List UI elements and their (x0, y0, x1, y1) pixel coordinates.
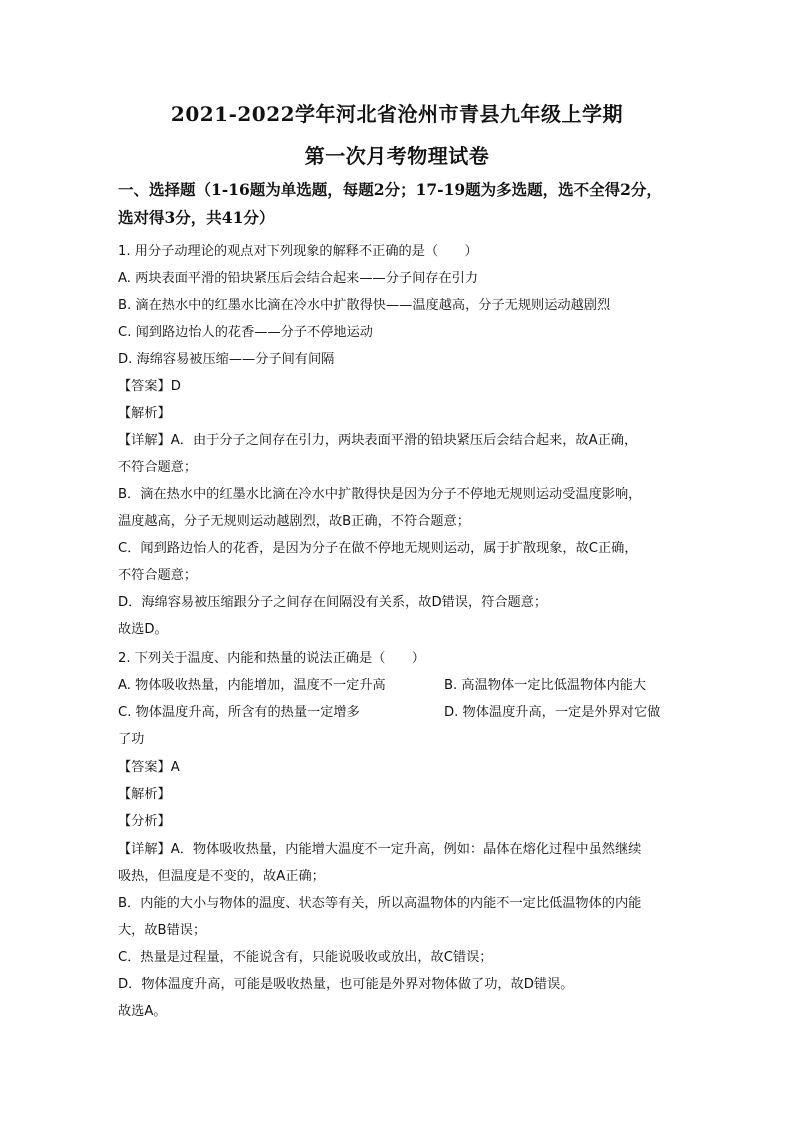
section-header-line-2: 选对得3分，共41分） (118, 208, 275, 227)
section-header-line-1: 一、选择题（1-16题为单选题，每题2分；17-19题为多选题，选不全得2分， (118, 180, 662, 199)
question-1-option-a: A. 两块表面平滑的铅块紧压后会结合起来——分子间存在引力 (118, 271, 479, 286)
question-2-detail-line: 故选A。 (118, 1004, 167, 1019)
question-2-fenxi-label: 【分析】 (118, 814, 171, 829)
document-title-line-2: 第一次月考物理试卷 (304, 144, 490, 168)
question-1-detail-line: B．滴在热水中的红墨水比滴在冷水中扩散得快是因为分子不停地无规则运动受温度影响， (118, 487, 642, 502)
question-2-option-d-continued: 了功 (118, 732, 145, 747)
question-1-option-b: B. 滴在热水中的红墨水比滴在冷水中扩散得快——温度越高，分子无规则运动越剧烈 (118, 298, 611, 313)
question-1-detail-line: 不符合题意； (118, 460, 198, 475)
question-2-detail-line: 吸热，但温度是不变的，故A正确； (118, 869, 325, 884)
question-2-detail-line: 大，故B错误； (118, 923, 207, 938)
question-1-detail-line: D．海绵容易被压缩跟分子之间存在间隔没有关系，故D错误，符合题意； (118, 595, 548, 610)
question-2-analysis-label: 【解析】 (118, 787, 171, 802)
question-1-answer: 【答案】D (118, 379, 181, 394)
question-2-stem: 2. 下列关于温度、内能和热量的说法正确是（ ） (118, 651, 425, 666)
question-1-analysis-label: 【解析】 (118, 406, 171, 421)
question-2-detail-line: D．物体温度升高，可能是吸收热量，也可能是外界对物体做了功，故D错误。 (118, 977, 574, 992)
question-1-detail-line: 不符合题意； (118, 568, 198, 583)
document-title-line-1: 2021-2022学年河北省沧州市青县九年级上学期 (170, 102, 624, 126)
question-2-option-b: B. 高温物体一定比低温物体内能大 (444, 678, 647, 693)
question-1-detail-line: 【详解】A．由于分子之间存在引力，两块表面平滑的铅块紧压后会结合起来，故A正确， (118, 433, 638, 448)
question-2-detail-line: C．热量是过程量，不能说含有，只能说吸收或放出，故C错误； (118, 950, 493, 965)
question-1-detail-line: 故选D。 (118, 622, 168, 637)
question-2-option-d: D. 物体温度升高，一定是外界对它做 (444, 705, 661, 720)
question-2-answer: 【答案】A (118, 760, 180, 775)
question-1-detail-line: 温度越高，分子无规则运动越剧烈，故B正确，不符合题意； (118, 514, 470, 529)
question-2-option-c: C. 物体温度升高，所含有的热量一定增多 (118, 705, 360, 720)
question-2-detail-line: 【详解】A．物体吸收热量，内能增大温度不一定升高，例如：晶体在熔化过程中虽然继续 (118, 842, 642, 857)
question-1-stem: 1. 用分子动理论的观点对下列现象的解释不正确的是（ ） (118, 244, 478, 259)
question-2-option-a: A. 物体吸收热量，内能增加，温度不一定升高 (118, 678, 386, 693)
question-1-detail-line: C．闻到路边怡人的花香，是因为分子在做不停地无规则运动，属于扩散现象，故C正确， (118, 541, 638, 556)
question-1-option-d: D. 海绵容易被压缩——分子间有间隔 (118, 352, 335, 367)
question-1-option-c: C. 闻到路边怡人的花香——分子不停地运动 (118, 325, 373, 340)
question-2-detail-line: B．内能的大小与物体的温度、状态等有关，所以高温物体的内能不一定比低温物体的内能 (118, 896, 642, 911)
